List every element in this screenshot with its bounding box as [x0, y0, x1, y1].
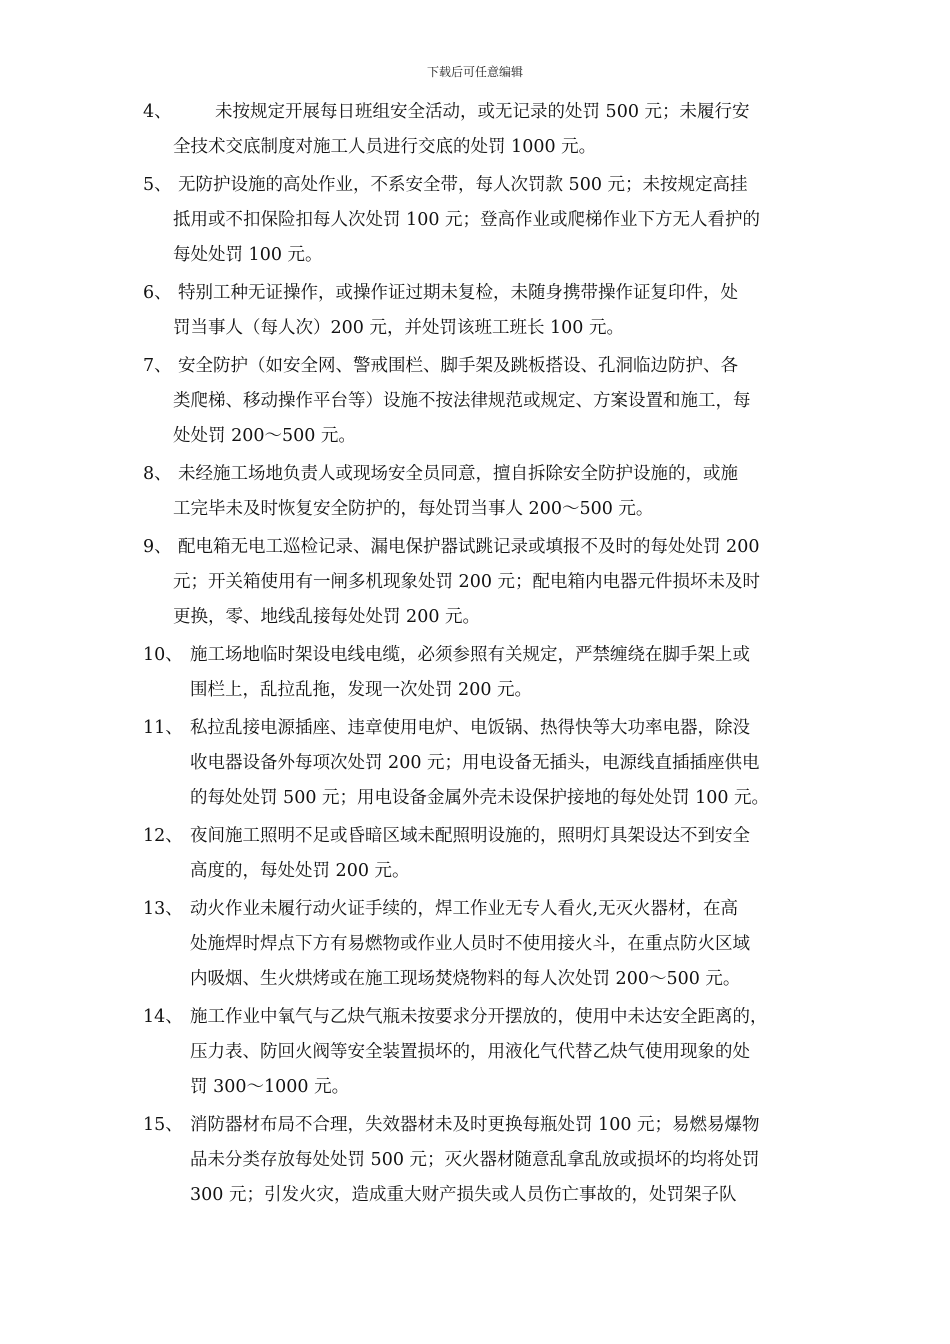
- item-number: 15、: [143, 1115, 183, 1135]
- item-text-line: 罚 300～1000 元。: [190, 1077, 350, 1097]
- item-number: 6、: [143, 283, 172, 303]
- page-header: 下载后可任意编辑: [426, 65, 523, 79]
- penalty-list: [0, 95, 950, 1216]
- list-item: [0, 530, 950, 635]
- item-text-line: 未按规定开展每日班组安全活动，或无记录的处罚 500 元；未履行安: [215, 102, 750, 122]
- item-text-line: 夜间施工照明不足或昏暗区域未配照明设施的，照明灯具架设达不到安全: [190, 826, 750, 846]
- list-item: [0, 819, 950, 889]
- item-number: 14、: [143, 1007, 183, 1027]
- item-number: 10、: [143, 645, 183, 665]
- item-text-line: 更换，零、地线乱接每处处罚 200 元。: [173, 607, 481, 627]
- item-text-line: 抵用或不扣保险扣每人次处罚 100 元；登高作业或爬梯作业下方无人看护的: [173, 210, 761, 230]
- list-item: [0, 711, 950, 816]
- item-text-line: 无防护设施的高处作业，不系安全带，每人次罚款 500 元；未按规定高挂: [178, 175, 748, 195]
- item-number: 12、: [143, 826, 183, 846]
- item-number: 13、: [143, 899, 183, 919]
- list-item: [0, 95, 950, 165]
- list-item: [0, 457, 950, 527]
- item-text-line: 罚当事人（每人次）200 元，并处罚该班工班长 100 元。: [173, 318, 624, 338]
- item-text-line: 处处罚 200～500 元。: [173, 426, 356, 446]
- item-number: 7、: [143, 356, 172, 376]
- item-number: 4、: [143, 102, 172, 122]
- item-number: 5、: [143, 175, 172, 195]
- item-text-line: 的每处处罚 500 元；用电设备金属外壳未设保护接地的每处处罚 100 元。: [190, 788, 770, 808]
- list-item: [0, 349, 950, 454]
- list-item: [0, 276, 950, 346]
- list-item: [0, 168, 950, 273]
- list-item: [0, 1108, 950, 1213]
- item-text-line: 品未分类存放每处处罚 500 元；灭火器材随意乱拿乱放或损坏的均将处罚: [190, 1150, 760, 1170]
- item-number: 8、: [143, 464, 172, 484]
- list-item: [0, 892, 950, 997]
- item-text-line: 施工作业中氧气与乙炔气瓶未按要求分开摆放的，使用中未达安全距离的，: [190, 1007, 768, 1027]
- item-text-line: 内吸烟、生火烘烤或在施工现场焚烧物料的每人次处罚 200～500 元。: [190, 969, 741, 989]
- item-text-line: 动火作业未履行动火证手续的，焊工作业无专人看火,无灭火器材，在高: [190, 899, 739, 919]
- item-number: 9、: [143, 537, 172, 557]
- item-text-line: 特别工种无证操作，或操作证过期未复检，未随身携带操作证复印件，处: [178, 283, 738, 303]
- list-item: [0, 1000, 950, 1105]
- item-text-line: 施工场地临时架设电线电缆，必须参照有关规定，严禁缠绕在脚手架上或: [190, 645, 750, 665]
- item-text-line: 压力表、防回火阀等安全装置损坏的，用液化气代替乙炔气使用现象的处: [190, 1042, 750, 1062]
- item-text-line: 元；开关箱使用有一闸多机现象处罚 200 元；配电箱内电器元件损坏未及时: [173, 572, 761, 592]
- item-text-line: 安全防护（如安全网、警戒围栏、脚手架及跳板搭设、孔洞临边防护、各: [178, 356, 738, 376]
- item-number: 11、: [143, 718, 183, 738]
- item-text-line: 全技术交底制度对施工人员进行交底的处罚 1000 元。: [173, 137, 597, 157]
- item-text-line: 300 元；引发火灾，造成重大财产损失或人员伤亡事故的，处罚架子队: [190, 1185, 737, 1205]
- item-text-line: 工完毕未及时恢复安全防护的，每处罚当事人 200～500 元。: [173, 499, 654, 519]
- list-item: [0, 638, 950, 708]
- item-text-line: 围栏上，乱拉乱拖，发现一次处罚 200 元。: [190, 680, 533, 700]
- item-text-line: 配电箱无电工巡检记录、漏电保护器试跳记录或填报不及时的每处处罚 200: [178, 537, 760, 557]
- item-text-line: 处施焊时焊点下方有易燃物或作业人员时不使用接火斗，在重点防火区域: [190, 934, 750, 954]
- item-text-line: 每处处罚 100 元。: [173, 245, 323, 265]
- item-text-line: 未经施工场地负责人或现场安全员同意，擅自拆除安全防护设施的，或施: [178, 464, 738, 484]
- item-text-line: 类爬梯、移动操作平台等）设施不按法律规范或规定、方案设置和施工，每: [173, 391, 751, 411]
- item-text-line: 私拉乱接电源插座、违章使用电炉、电饭锅、热得快等大功率电器，除没: [190, 718, 750, 738]
- item-text-line: 收电器设备外每项次处罚 200 元；用电设备无插头，电源线直插插座供电: [190, 753, 760, 773]
- item-text-line: 高度的，每处处罚 200 元。: [190, 861, 410, 881]
- item-text-line: 消防器材布局不合理，失效器材未及时更换每瓶处罚 100 元；易燃易爆物: [190, 1115, 760, 1135]
